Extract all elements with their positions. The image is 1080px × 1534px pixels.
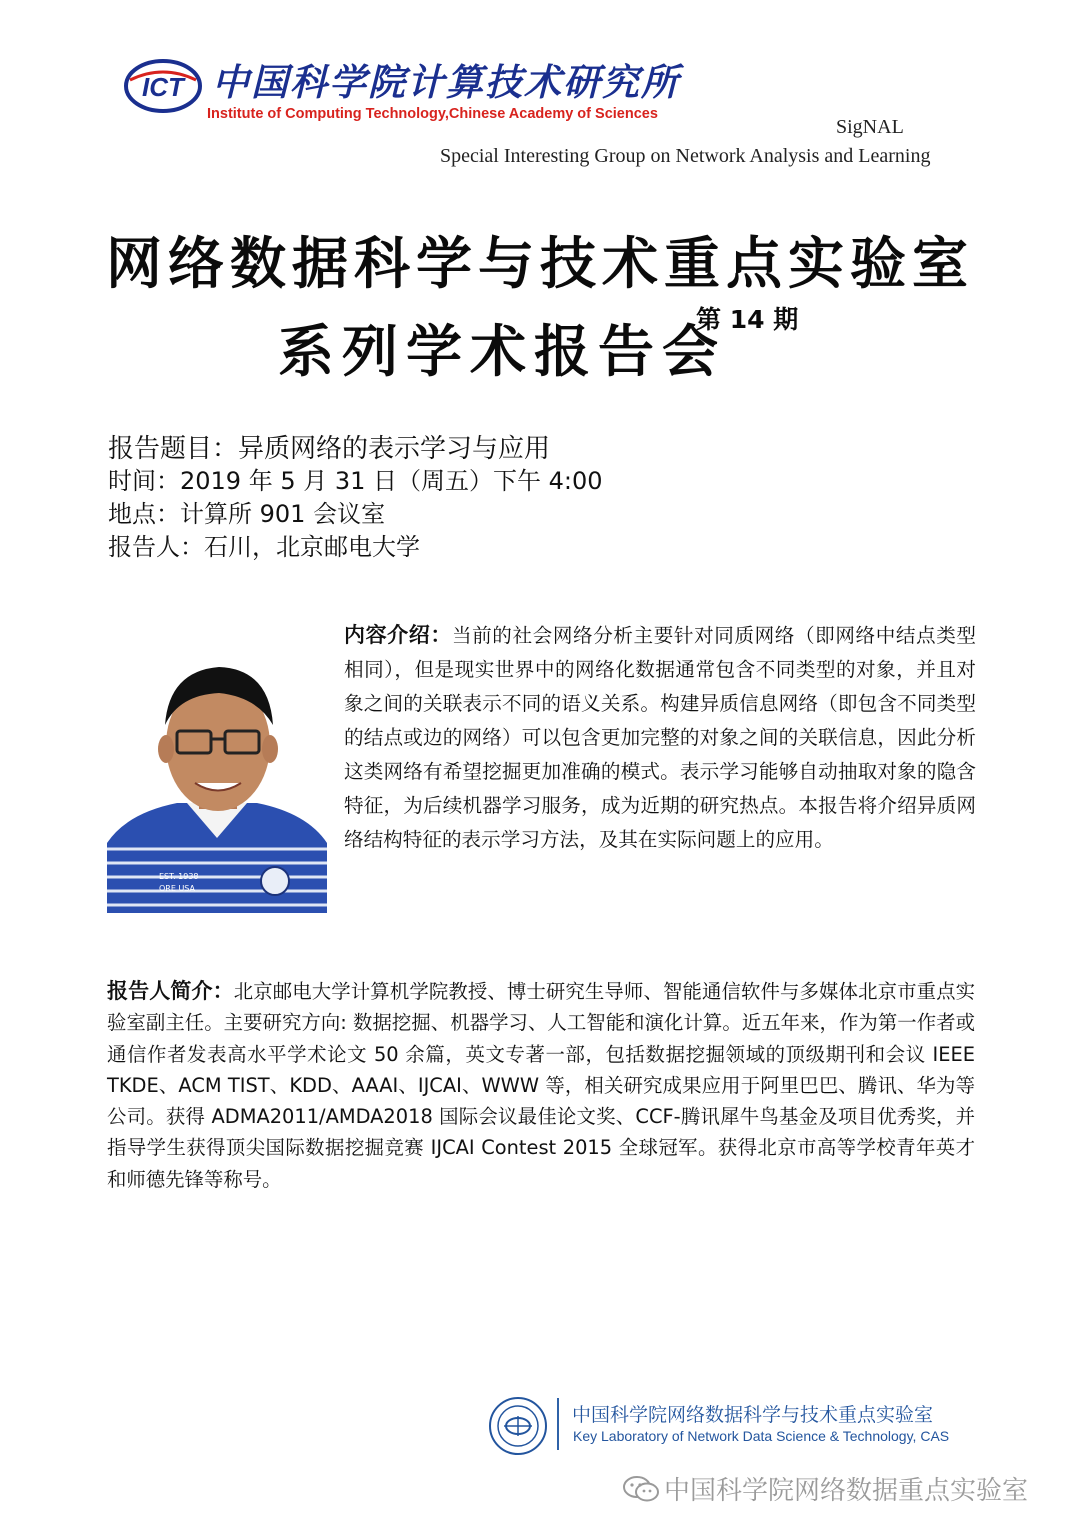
place-label: 地点： xyxy=(108,500,180,528)
bio-paragraph xyxy=(107,976,975,1195)
speaker-value: 石川，北京邮电大学 xyxy=(204,533,420,561)
place-line xyxy=(108,494,385,529)
bio-label: 报告人简介： xyxy=(107,979,234,1003)
institute-name-en: Institute of Computing Technology,Chinese Academy of Sciences xyxy=(207,106,658,122)
group-full-name: Special Interesting Group on Network Analysis and Learning xyxy=(440,145,931,167)
shirt-text-1: EST. 1938 xyxy=(159,872,199,881)
footer-divider xyxy=(557,1398,559,1450)
topic-value: 异质网络的表示学习与应用 xyxy=(238,434,551,464)
institute-name-cn: 中国科学院计算技术研究所 xyxy=(212,60,680,104)
intro-text: 当前的社会网络分析主要针对同质网络（即网络中结点类型相同），但是现实世界中的网络化数据通常包含不同类型的对象，并且对象之间的关联表示不同的语义关系。构建异质信息网络（即包含不同类型的结点或边的网络）可以包含更加完整的对象之间的关联信息，因此分析这类网络有希望挖掘更加准确的模式。表示学习能够自动抽取对象的隐含特征，为后续机器学习服务，成为近期的研究热点。本报告将介绍异质网络结构特征的表示学习方法，及其在实际问题上的应用。 xyxy=(344,624,977,851)
time-value: 2019 年 5 月 31 日（周五）下午 4:00 xyxy=(180,467,603,495)
time-label: 时间： xyxy=(108,467,180,495)
speaker-photo xyxy=(107,653,327,913)
wechat-icon xyxy=(622,1474,660,1504)
speaker-line xyxy=(108,527,420,562)
lab-name-cn: 中国科学院网络数据科学与技术重点实验室 xyxy=(572,1404,934,1426)
main-title: 网络数据科学与技术重点实验室 xyxy=(106,231,974,297)
ict-logo xyxy=(124,58,202,114)
lab-seal-logo xyxy=(488,1396,548,1456)
shirt-text-2: ORE USA xyxy=(159,884,196,893)
issue-number: 第 14 期 xyxy=(696,305,799,334)
intro-label: 内容介绍： xyxy=(344,623,452,647)
topic-label: 报告题目： xyxy=(108,434,239,464)
ict-logo-text: ICT xyxy=(142,72,184,102)
bio-text: 北京邮电大学计算机学院教授、博士研究生导师、智能通信软件与多媒体北京市重点实验室副主任。主要研究方向: 数据挖掘、机器学习、人工智能和演化计算。近五年来，作为第一作者或通信作者发表高水平学术论文 50 余篇，英文专著一部，包括数据挖掘领域的顶级期刊和会议 IEEE TKDE、ACM TIST、KDD、AAAI、IJCAI、WWW 等，相关研究成果应用于阿里巴巴、腾讯、华为等公司。获得 ADMA2011/AMDA2018 国际会议最佳论文奖、CCF-腾讯犀牛鸟基金及项目优秀奖，并指导学生获得顶尖国际数据挖掘竞赛 IJCAI Contest 2015 全球冠军。获得北京市高等学校青年英才和师德先锋等称号。 xyxy=(107,980,976,1191)
time-line xyxy=(108,461,603,496)
topic-line xyxy=(108,428,550,465)
place-value: 计算所 901 会议室 xyxy=(180,500,386,528)
series-title: 系列学术报告会 xyxy=(278,319,726,385)
watermark-text: 中国科学院网络数据重点实验室 xyxy=(664,1476,1029,1506)
speaker-label: 报告人： xyxy=(108,533,204,561)
group-abbreviation: SigNAL xyxy=(836,116,904,138)
intro-paragraph xyxy=(344,618,976,857)
lab-name-en: Key Laboratory of Network Data Science & Technology, CAS xyxy=(573,1428,950,1444)
